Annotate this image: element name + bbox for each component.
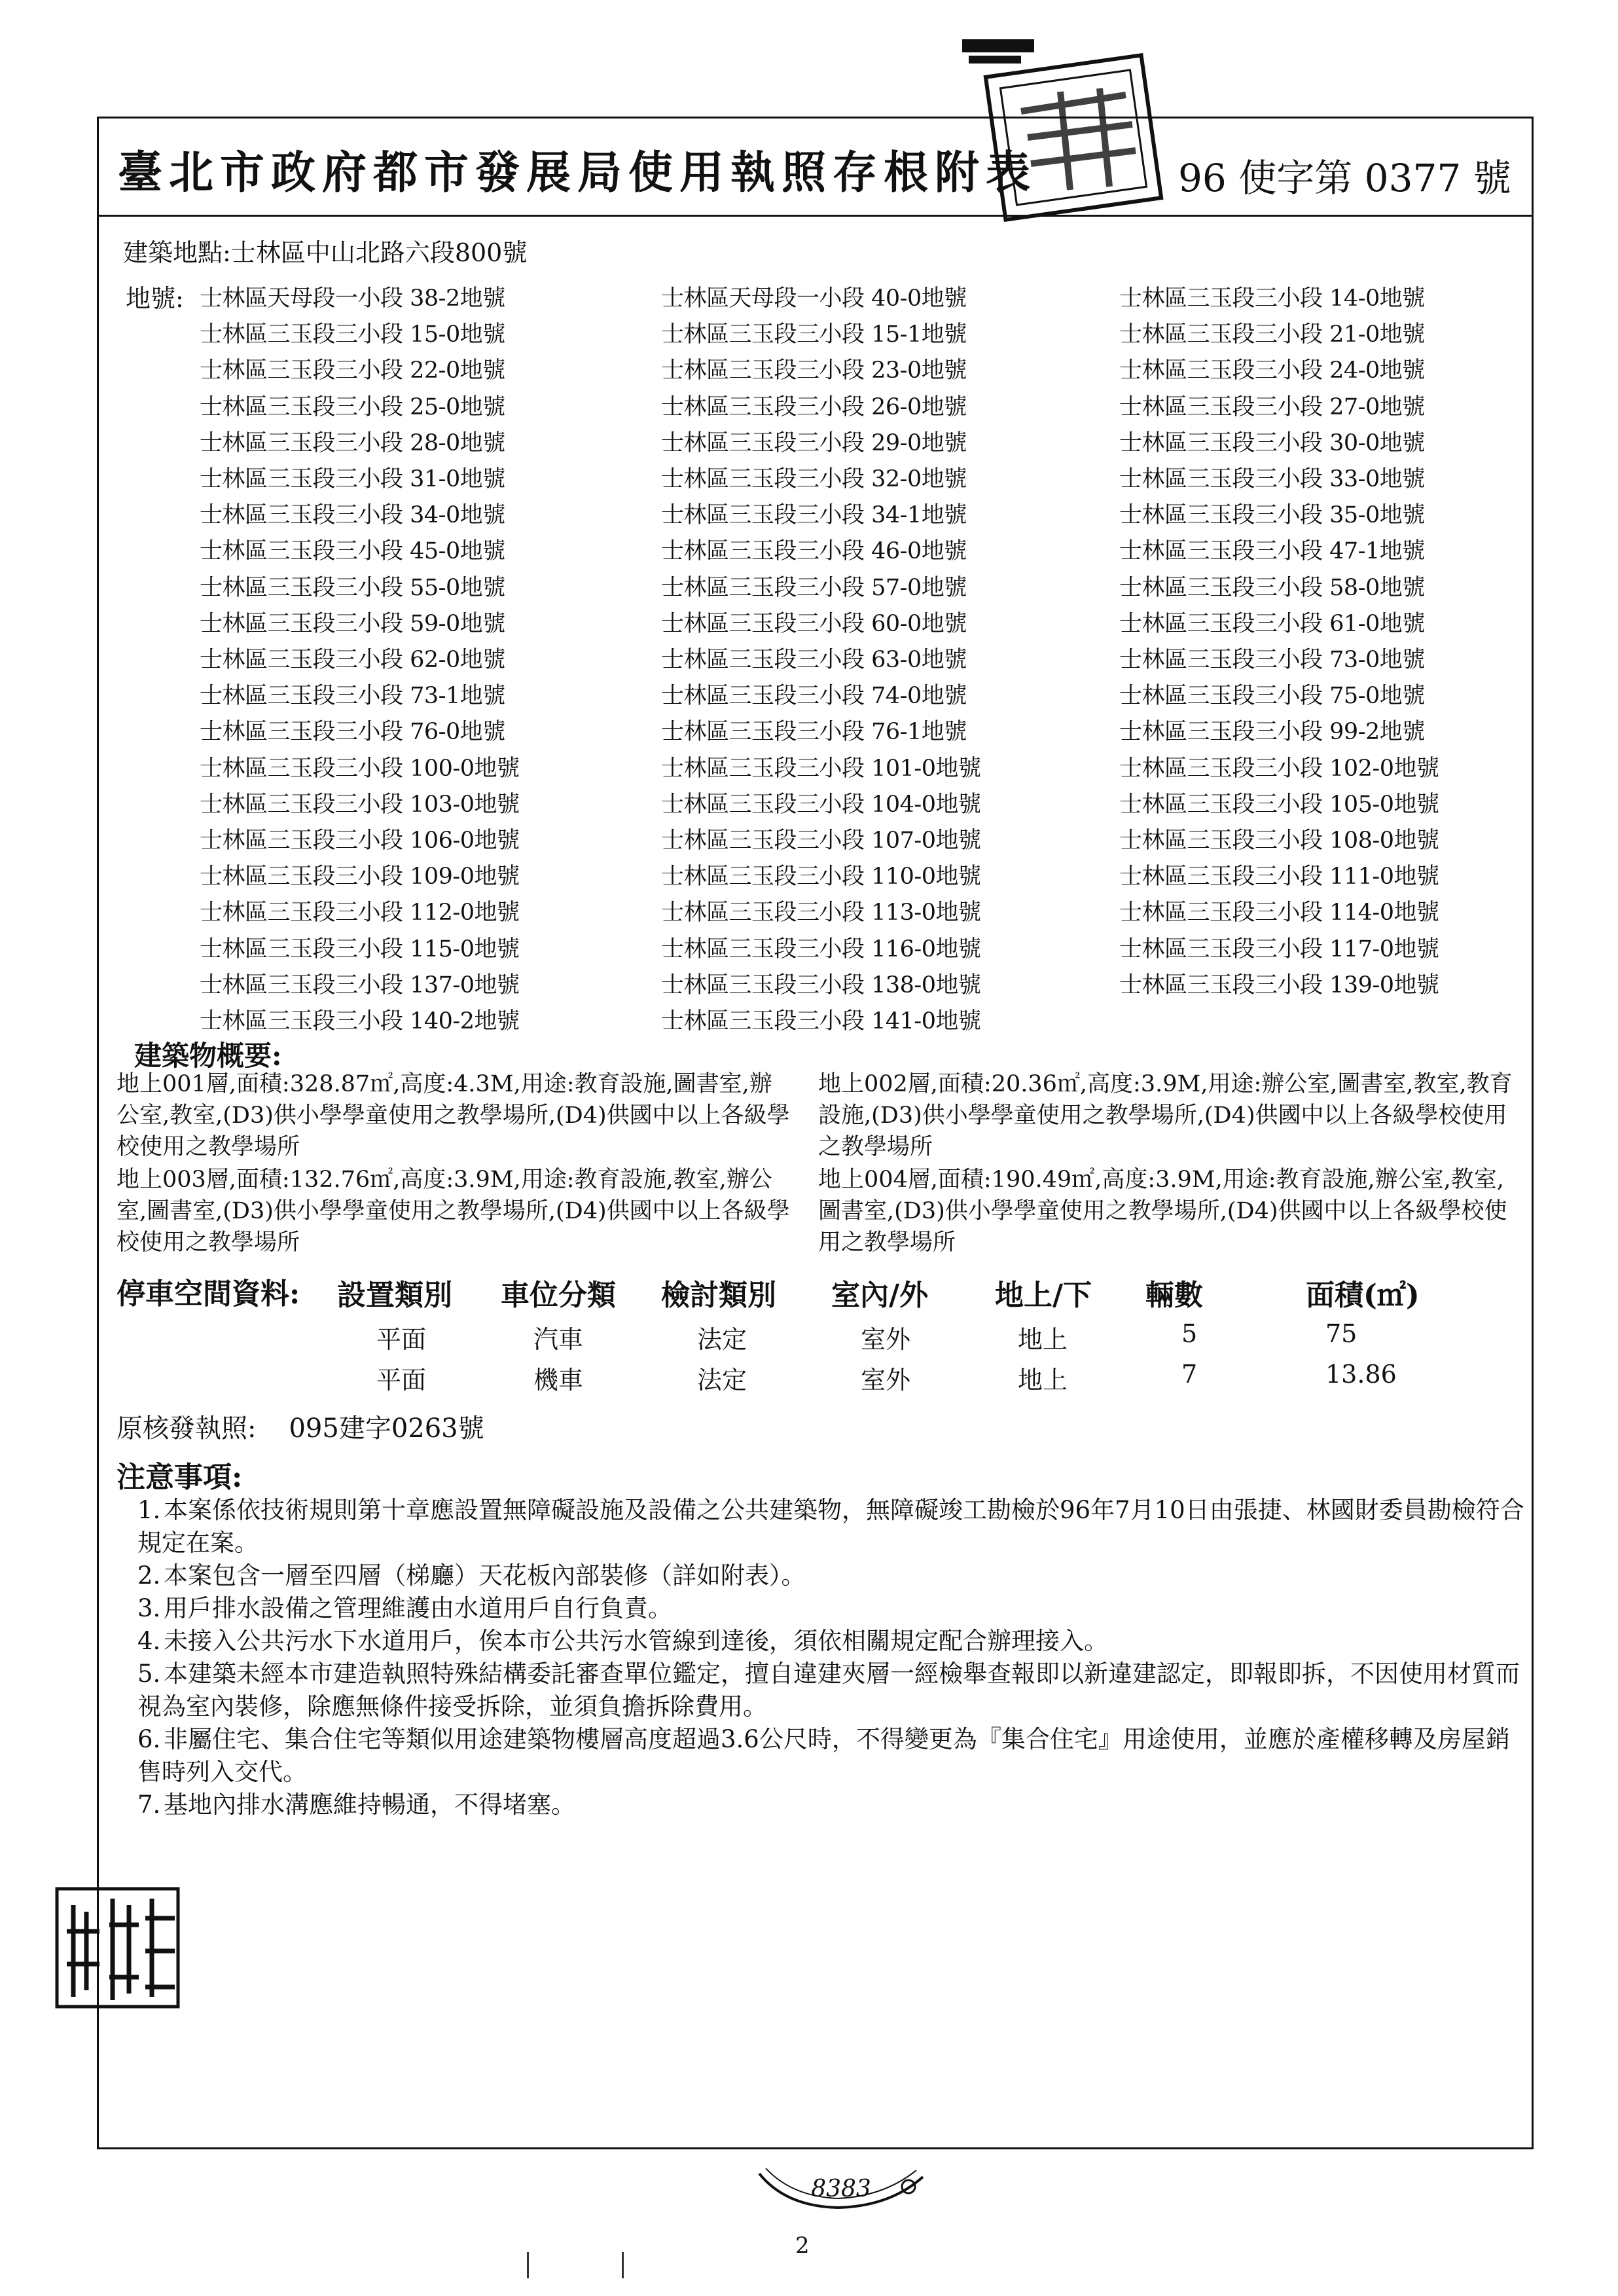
lot-number-item: 士林區三玉段三小段 23-0地號 <box>661 357 967 384</box>
lot-number-item: 士林區三玉段三小段 104-0地號 <box>661 791 981 818</box>
approval-seal-stamp <box>47 1879 185 2016</box>
lot-number-item: 士林區三玉段三小段 73-1地號 <box>200 683 505 710</box>
note-item <box>137 1723 1532 1789</box>
lot-number-item: 士林區三玉段三小段 25-0地號 <box>200 393 505 420</box>
lot-number-item: 士林區三玉段三小段 115-0地號 <box>200 936 520 962</box>
lot-number-item: 士林區天母段一小段 38-2地號 <box>200 285 505 312</box>
parking-cell: 平面 <box>376 1366 427 1394</box>
parking-cell: 機車 <box>533 1366 584 1394</box>
parking-cell: 室外 <box>861 1366 911 1394</box>
note-number: 5. <box>137 1660 161 1688</box>
original-permit-value: 095建字0263號 <box>289 1413 484 1444</box>
site-address: 士林區中山北路六段800號 <box>230 238 528 267</box>
lot-number-item: 士林區三玉段三小段 27-0地號 <box>1119 393 1425 420</box>
parking-column-header: 面積(㎡) <box>1306 1279 1420 1312</box>
lot-label: 地號: <box>126 284 184 313</box>
lot-number-item: 士林區三玉段三小段 75-0地號 <box>1119 683 1425 710</box>
lot-number-item: 士林區三玉段三小段 73-0地號 <box>1119 647 1425 673</box>
lot-number-item: 士林區三玉段三小段 63-0地號 <box>661 647 967 673</box>
lot-number-item: 士林區三玉段三小段 29-0地號 <box>661 429 967 456</box>
note-item <box>137 1625 1532 1658</box>
parking-title: 停車空間資料: <box>117 1277 300 1311</box>
lot-number-item: 士林區三玉段三小段 33-0地號 <box>1119 466 1425 492</box>
building-summary-title: 建築物概要: <box>134 1040 282 1072</box>
lot-number-item: 士林區三玉段三小段 58-0地號 <box>1119 574 1425 601</box>
lot-number-item: 士林區三玉段三小段 30-0地號 <box>1119 429 1425 456</box>
lot-number-item: 士林區三玉段三小段 108-0地號 <box>1119 828 1439 854</box>
original-permit-line <box>117 1408 484 1445</box>
parking-column-header: 地上/下 <box>995 1279 1092 1312</box>
lot-number-item: 士林區三玉段三小段 112-0地號 <box>200 900 520 926</box>
parking-cell: 5 <box>1181 1319 1198 1348</box>
floor-003-description: 地上003層,面積:132.76㎡,高度:3.9M,用途:教育設施,教室,辦公室,圖書室,(D3)供小學學童使用之教學場所,(D4)供國中以上各級學校使用之教學場所 <box>117 1167 790 1256</box>
lot-number-item: 士林區三玉段三小段 24-0地號 <box>1119 357 1425 384</box>
note-number: 4. <box>137 1627 161 1655</box>
parking-cell: 13.86 <box>1325 1360 1397 1389</box>
header-divider <box>97 215 1534 217</box>
lot-number-item: 士林區三玉段三小段 32-0地號 <box>661 466 967 492</box>
site-label: 建築地點: <box>123 238 231 267</box>
lot-number-item: 士林區三玉段三小段 31-0地號 <box>200 466 505 492</box>
parking-cell: 平面 <box>376 1325 427 1354</box>
lot-number-item: 士林區三玉段三小段 116-0地號 <box>661 936 981 962</box>
parking-cell: 汽車 <box>533 1325 584 1354</box>
lot-number-item: 士林區天母段一小段 40-0地號 <box>661 285 967 312</box>
parking-column-header: 輛數 <box>1145 1279 1203 1312</box>
lot-number-item: 士林區三玉段三小段 55-0地號 <box>200 574 505 601</box>
lot-number-item: 士林區三玉段三小段 28-0地號 <box>200 429 505 456</box>
lot-number-item: 士林區三玉段三小段 34-0地號 <box>200 502 505 529</box>
document-title: 臺北市政府都市發展局使用執照存根附表 <box>118 147 1037 199</box>
lot-number-item: 士林區三玉段三小段 59-0地號 <box>200 610 505 637</box>
permit-number: 96 使字第 0377 號 <box>1178 156 1511 200</box>
lot-number-item: 士林區三玉段三小段 111-0地號 <box>1119 864 1439 890</box>
parking-column-header: 檢討類別 <box>661 1279 776 1312</box>
note-item <box>137 1592 1532 1625</box>
lot-number-item: 士林區三玉段三小段 60-0地號 <box>661 610 967 637</box>
lot-number-item: 士林區三玉段三小段 74-0地號 <box>661 683 967 710</box>
lot-number-item: 士林區三玉段三小段 76-0地號 <box>200 719 505 746</box>
lot-number-item: 士林區三玉段三小段 76-1地號 <box>661 719 967 746</box>
lot-number-item: 士林區三玉段三小段 99-2地號 <box>1119 719 1425 746</box>
lot-number-item: 士林區三玉段三小段 14-0地號 <box>1119 285 1425 312</box>
note-text: 本案係依技術規則第十章應設置無障礙設施及設備之公共建築物，無障礙竣工勘檢於96年7月10日由張捷、林國財委員勘檢符合規定在案。 <box>137 1496 1524 1557</box>
floor-001-description: 地上001層,面積:328.87㎡,高度:4.3M,用途:教育設施,圖書室,辦公室,教室,(D3)供小學學童使用之教學場所,(D4)供國中以上各級學校使用之教學場所 <box>117 1071 790 1160</box>
lot-number-item: 士林區三玉段三小段 47-1地號 <box>1119 538 1425 565</box>
notes-title: 注意事項: <box>117 1461 243 1494</box>
lot-number-item: 士林區三玉段三小段 21-0地號 <box>1119 321 1425 348</box>
lot-number-item: 士林區三玉段三小段 45-0地號 <box>200 538 505 565</box>
note-item <box>137 1658 1532 1723</box>
floor-004-description: 地上004層,面積:190.49㎡,高度:3.9M,用途:教育設施,辦公室,教室,圖書室,(D3)供小學學童使用之教學場所,(D4)供國中以上各級學校使用之教學場所 <box>818 1167 1507 1256</box>
parking-column-header: 室內/外 <box>831 1279 929 1312</box>
parking-cell: 75 <box>1325 1319 1357 1348</box>
note-number: 2. <box>137 1561 161 1590</box>
note-item <box>137 1789 1532 1821</box>
parking-cell: 法定 <box>697 1325 747 1354</box>
lot-number-item: 士林區三玉段三小段 15-1地號 <box>661 321 967 348</box>
lot-number-item: 士林區三玉段三小段 57-0地號 <box>661 574 967 601</box>
lot-number-item: 士林區三玉段三小段 61-0地號 <box>1119 610 1425 637</box>
lot-number-item: 士林區三玉段三小段 22-0地號 <box>200 357 505 384</box>
lot-number-item: 士林區三玉段三小段 140-2地號 <box>200 1008 520 1034</box>
note-text: 本案包含一層至四層（梯廳）天花板內部裝修（詳如附表）。 <box>164 1561 806 1590</box>
lot-number-item: 士林區三玉段三小段 102-0地號 <box>1119 755 1439 782</box>
binding-mark <box>527 2252 529 2278</box>
lot-number-item: 士林區三玉段三小段 103-0地號 <box>200 791 520 818</box>
parking-cell: 法定 <box>697 1366 747 1394</box>
parking-column-header: 車位分類 <box>501 1279 616 1312</box>
lot-number-item: 士林區三玉段三小段 46-0地號 <box>661 538 967 565</box>
note-number: 6. <box>137 1725 161 1753</box>
lot-number-item: 士林區三玉段三小段 137-0地號 <box>200 972 520 998</box>
parking-column-header: 設置類別 <box>337 1279 452 1312</box>
lot-number-item: 士林區三玉段三小段 110-0地號 <box>661 864 981 890</box>
lot-number-item: 士林區三玉段三小段 101-0地號 <box>661 755 981 782</box>
lot-number-item: 士林區三玉段三小段 138-0地號 <box>661 972 981 998</box>
lot-number-item: 士林區三玉段三小段 105-0地號 <box>1119 791 1439 818</box>
parking-cell: 7 <box>1181 1360 1198 1389</box>
parking-cell: 地上 <box>1018 1366 1068 1394</box>
original-permit-label: 原核發執照: <box>117 1413 257 1444</box>
note-number: 1. <box>137 1496 161 1524</box>
lot-number-item: 士林區三玉段三小段 106-0地號 <box>200 828 520 854</box>
note-item <box>137 1494 1532 1559</box>
lot-number-item: 士林區三玉段三小段 100-0地號 <box>200 755 520 782</box>
note-number: 7. <box>137 1791 161 1819</box>
binding-mark <box>622 2252 624 2278</box>
page-number: 2 <box>795 2232 810 2259</box>
seal-number-stamp <box>746 2160 936 2219</box>
note-text: 用戶排水設備之管理維護由水道用戶自行負責。 <box>164 1594 672 1622</box>
note-text: 非屬住宅、集合住宅等類似用途建築物樓層高度超過3.6公尺時，不得變更為『集合住宅』用途使用，並應於產權移轉及房屋銷售時列入交代。 <box>137 1725 1510 1786</box>
lot-number-item: 士林區三玉段三小段 34-1地號 <box>661 502 967 529</box>
parking-cell: 地上 <box>1018 1325 1068 1354</box>
lot-number-item: 士林區三玉段三小段 109-0地號 <box>200 864 520 890</box>
lot-number-item: 士林區三玉段三小段 113-0地號 <box>661 900 981 926</box>
lot-number-item: 士林區三玉段三小段 15-0地號 <box>200 321 505 348</box>
lot-number-item: 士林區三玉段三小段 139-0地號 <box>1119 972 1439 998</box>
parking-cell: 室外 <box>861 1325 911 1354</box>
note-item <box>137 1559 1532 1592</box>
floor-002-description: 地上002層,面積:20.36㎡,高度:3.9M,用途:辦公室,圖書室,教室,教育設施,(D3)供小學學童使用之教學場所,(D4)供國中以上各級學校使用之教學場所 <box>818 1071 1513 1160</box>
lot-number-item: 士林區三玉段三小段 114-0地號 <box>1119 900 1439 926</box>
lot-number-item: 士林區三玉段三小段 107-0地號 <box>661 828 981 854</box>
lot-number-item: 士林區三玉段三小段 35-0地號 <box>1119 502 1425 529</box>
note-text: 基地內排水溝應維持暢通，不得堵塞。 <box>164 1791 575 1819</box>
site-address-line <box>123 232 527 268</box>
lot-number-item: 士林區三玉段三小段 141-0地號 <box>661 1008 981 1034</box>
note-text: 未接入公共污水下水道用戶，俟本市公共污水管線到達後，須依相關規定配合辦理接入。 <box>164 1627 1108 1655</box>
seal-number: 8383 <box>811 2176 871 2202</box>
note-number: 3. <box>137 1594 161 1622</box>
lot-number-item: 士林區三玉段三小段 26-0地號 <box>661 393 967 420</box>
lot-number-item: 士林區三玉段三小段 117-0地號 <box>1119 936 1439 962</box>
lot-number-item: 士林區三玉段三小段 62-0地號 <box>200 647 505 673</box>
note-text: 本建築未經本市建造執照特殊結構委託審查單位鑑定，擅自違建夾層一經檢舉查報即以新違建認定，即報即拆，不因使用材質而視為室內裝修，除應無條件接受拆除，並須負擔拆除費用。 <box>137 1660 1520 1721</box>
